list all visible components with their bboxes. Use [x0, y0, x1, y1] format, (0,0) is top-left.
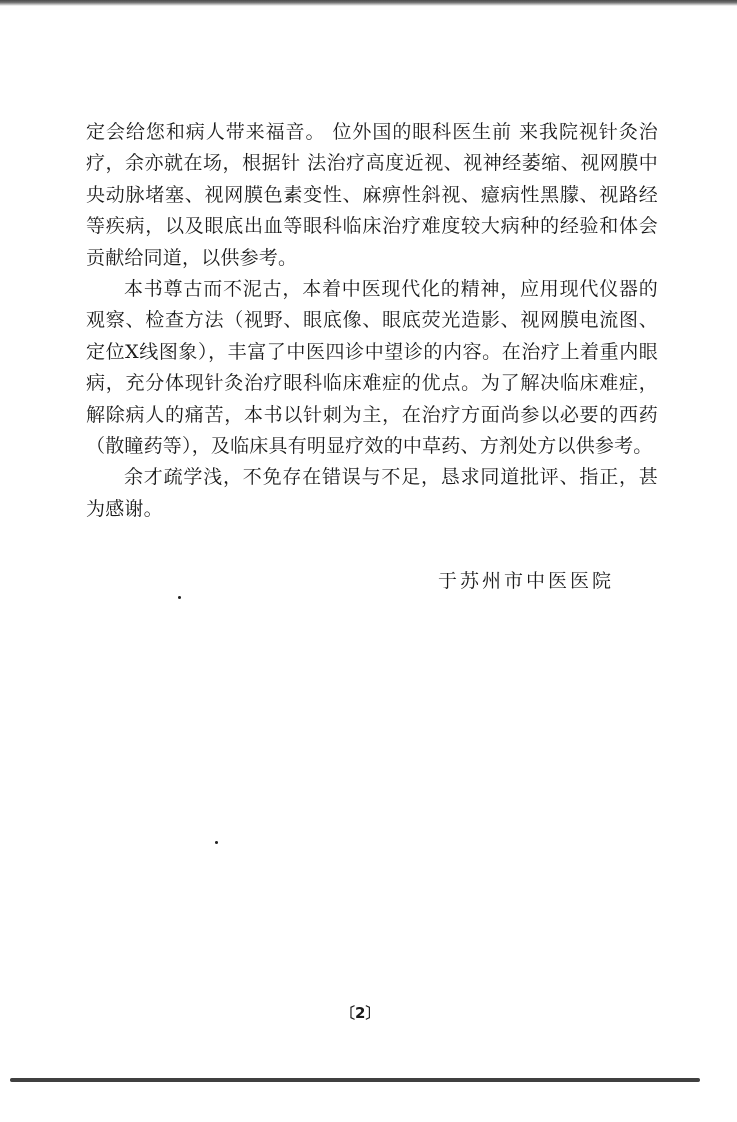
- signature: 于苏州市中医医院: [438, 570, 615, 592]
- paragraph-1: 定会给您和病人带来福音。 位外国的眼科医生前 来我院视针灸治疗，余亦就在场，根据针 法治疗高度近视、视神经萎缩、视网膜中央动脉堵塞、视网膜色素变性、麻痹性斜视、癔病性黑朦、视路经等疾病，以及眼底出血等眼科临床治疗难度较大病种的经验和体会贡献给同道，以供参考。: [86, 121, 658, 269]
- page-number: 〔2〕: [340, 1004, 381, 1022]
- paragraph-3: 余才疏学浅，不免存在错误与不足，恳求同道批评、指正，甚为感谢。: [86, 466, 658, 520]
- body-text: [86, 117, 658, 525]
- paragraph-2: 本书尊古而不泥古，本着中医现代化的精神，应用现代仪器的观察、检查方法（视野、眼底像、眼底荧光造影、视网膜电流图、定位X线图象），丰富了中医四诊中望诊的内容。在治疗上着重内眼病，充分体现针灸治疗眼科临床难症的优点。为了解决临床难症，解除病人的痛苦，本书以针刺为主，在治疗方面尚参以必要的西药（散瞳药等），及临床具有明显疗效的中草药、方剂处方以供参考。: [86, 278, 658, 458]
- scan-edge-top: [0, 0, 737, 6]
- scan-speck: [215, 841, 218, 844]
- scan-speck: [178, 596, 181, 599]
- scan-edge-bottom: [10, 1078, 700, 1082]
